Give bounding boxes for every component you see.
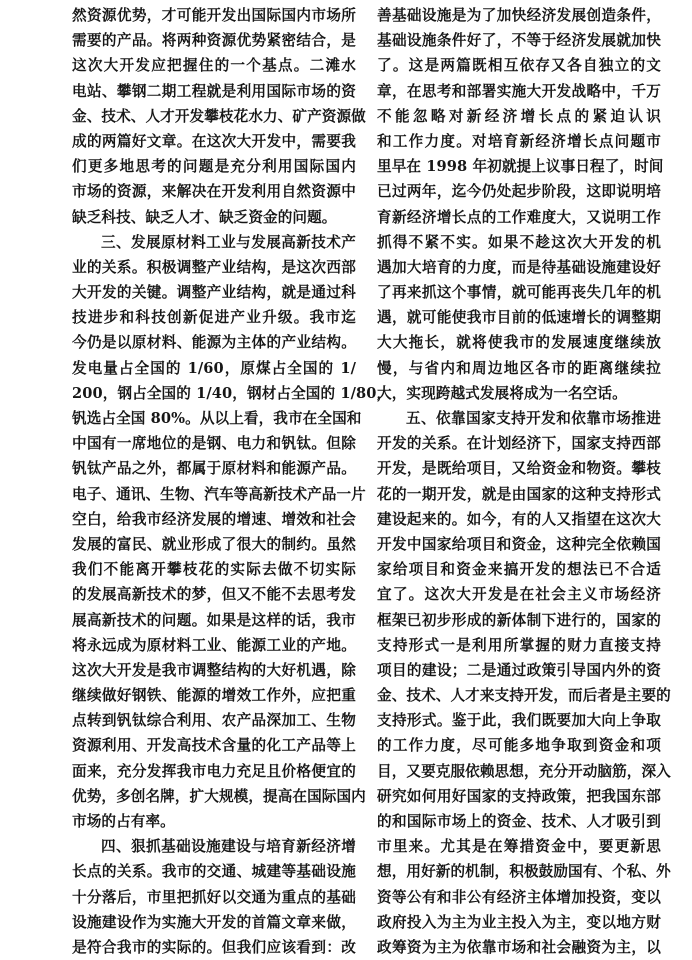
left-column-text-line: 成的两篇好文章。在这次大开发中，需要我 xyxy=(72,132,356,150)
left-column-text-line: 我们不能离开攀枝花的实际去做不切实际 xyxy=(72,561,356,579)
left-column-text-line: 三、发展原材料工业与发展高新技术产 xyxy=(101,233,356,251)
right-column-text-line: 育新经济增长点的工作难度大，又说明工作 xyxy=(377,208,661,226)
right-column-text-line: 的和国际市场上的资金、技术、人才吸引到 xyxy=(377,813,661,830)
left-column-text-line: 电站、攀钢二期工程就是利用国际市场的资 xyxy=(72,82,356,100)
left-column-text-line: 四、狠抓基础设施建设与培育新经济增 xyxy=(101,838,356,856)
right-column-text-line: 资等公有和非公有经济主体增加投资，变以 xyxy=(377,888,661,906)
left-column-text-line: 将永远成为原材料工业、能源工业的产地。 xyxy=(72,636,356,654)
left-column-text-line: 展高新技术的问题。如果是这样的话，我市 xyxy=(72,611,356,629)
right-column-text-line: 了。这是两篇既相互依存又各自独立的文 xyxy=(377,57,661,75)
right-column-text-line: 政筹资为主为依靠市场和社会融资为主，以 xyxy=(377,938,661,956)
left-column-text-line: 资源利用、开发高技术含量的化工产品等上 xyxy=(72,737,356,755)
right-column-text-line: 基础设施条件好了，不等于经济发展就加快 xyxy=(377,32,661,50)
left-column-text-line: 这次大开发是我市调整结构的大好机遇，除 xyxy=(72,661,356,679)
right-column-text-line: 大，实现跨越式发展将成为一名空话。 xyxy=(377,384,627,402)
right-column-text-line: 建设起来的。如今，有的人又指望在这次大 xyxy=(377,510,661,528)
left-column-text-line: 长点的关系。我市的交通、城建等基础设施 xyxy=(72,863,356,881)
right-column-text-line: 项目的建设；二是通过政策引导国内外的资 xyxy=(377,661,661,679)
right-column-text-line: 市里来。尤其是在筹措资金中，要更新思 xyxy=(377,838,661,856)
left-column-text-line: 中国有一席地位的是钢、电力和钒钛。但除 xyxy=(72,435,356,453)
right-column-text-line: 家给项目和资金来搞开发的想法已不合适 xyxy=(377,561,661,579)
right-column-text-line: 开发中国家给项目和资金，这种完全依赖国 xyxy=(377,535,661,553)
left-column-text-line: 市场的资源，来解决在开发利用自然资源中 xyxy=(72,183,356,201)
right-column-text-line: 遇，就可能使我市目前的低速增长的调整期 xyxy=(377,309,661,327)
left-column-text-line: 空白，给我市经济发展的增速、增效和社会 xyxy=(72,510,356,528)
right-column-text-line: 宜了。这次大开发是在社会主义市场经济 xyxy=(377,586,661,604)
right-text-column xyxy=(377,3,671,960)
left-column-text-line: 这次大开发应把握住的一个基点。二滩水 xyxy=(72,57,356,75)
left-column-text-line: 电子、通讯、生物、汽车等高新技术产品一片 xyxy=(72,485,366,503)
left-column-text-line: 技进步和科技创新促进产业升级。我市迄 xyxy=(72,309,356,327)
left-column-text-line: 设施建设作为实施大开发的首篇文章来做， xyxy=(72,913,356,931)
left-column-text-line: 缺乏科技、缺乏人才、缺乏资金的问题。 xyxy=(72,208,337,226)
right-column-text-line: 大大拖长，就将使我市的发展速度继续放 xyxy=(377,334,661,352)
left-column-text-line: 今仍是以原材料、能源为主体的产业结构。 xyxy=(72,334,356,352)
right-column-text-line: 花的一期开发，就是由国家的这种支持形式 xyxy=(377,485,661,503)
right-column-text-line: 里早在 1998 年初就提上议事日程了，时间 xyxy=(377,158,664,176)
left-column-text-line: 的发展高新技术的梦，但又不能不去思考发 xyxy=(72,586,356,604)
right-column-text-line: 开发，是既给项目，又给资金和物资。攀枝 xyxy=(377,460,661,478)
right-column-text-line: 研究如何用好国家的支持政策，把我国东部 xyxy=(377,787,661,805)
right-column-text-line: 慢，与省内和周边地区各市的距离继续拉 xyxy=(377,359,661,377)
right-column-text-line: 支持形式。鉴于此，我们既要加大向上争取 xyxy=(377,712,661,730)
right-column-text-line: 政府投入为主为业主投入为主，变以地方财 xyxy=(377,913,661,931)
left-column-text-line: 金、技术、人才开发攀枝花水力、矿产资源做 xyxy=(72,107,366,125)
right-column-text-line: 金、技术、人才来支持开发，而后者是主要的 xyxy=(377,687,671,705)
left-text-column xyxy=(72,3,392,960)
right-column-text-line: 了再来抓这个事情，就可能再丧失几年的机 xyxy=(377,284,661,302)
left-column-text-line: 面来，充分发挥我市电力充足且价格便宜的 xyxy=(72,762,356,780)
right-column-text-line: 五、依靠国家支持开发和依靠市场推进 xyxy=(406,410,661,427)
right-column-text-line: 的工作力度，尽可能多地争取到资金和项 xyxy=(377,737,661,755)
right-column-text-line: 目，又要克服依赖思想，充分开动脑筋，深入 xyxy=(377,762,671,780)
right-column-text-line: 已过两年，迄今仍处起步阶段，这即说明培 xyxy=(377,183,661,201)
right-column-text-line: 抓得不紧不实。如果不趁这次大开发的机 xyxy=(377,233,661,251)
left-column-text-line: 发展的富民、就业形成了很大的制约。虽然 xyxy=(72,535,356,553)
left-column-text-line: 优势，多创名牌，扩大规模，提高在国际国内 xyxy=(72,787,366,805)
right-column-text-line: 开发的关系。在计划经济下，国家支持西部 xyxy=(377,435,661,453)
right-column-text-line: 不能忽略对新经济增长点的紧迫认识 xyxy=(377,107,661,125)
right-column-text-line: 想，用好新的机制，积极鼓励国有、个私、外 xyxy=(377,863,671,881)
right-column-text-line: 遇加大培育的力度，而是待基础设施建设好 xyxy=(377,258,661,276)
left-column-text-line: 业的关系。积极调整产业结构，是这次西部 xyxy=(72,258,356,276)
left-column-text-line: 发电量占全国的 1/60，原煤占全国的 1/ xyxy=(72,359,356,377)
left-column-text-line: 继续做好钢铁、能源的增效工作外，应把重 xyxy=(72,687,356,705)
right-column-text-line: 善基础设施是为了加快经济发展创造条件， xyxy=(377,7,661,24)
right-column-text-line: 章，在思考和部署实施大开发战略中，千万 xyxy=(377,82,661,100)
left-column-text-line: 然资源优势，才可能开发出国际国内市场所 xyxy=(72,7,356,24)
left-column-text-line: 们更多地思考的问题是充分利用国际国内 xyxy=(72,158,356,176)
right-column-text-line: 框架已初步形成的新体制下进行的，国家的 xyxy=(377,611,661,629)
left-column-text-line: 大开发的关键。调整产业结构，就是通过科 xyxy=(72,284,356,302)
left-column-text-line: 钒选占全国 80%。从以上看，我市在全国和 xyxy=(72,410,362,427)
left-column-text-line: 需要的产品。将两种资源优势紧密结合，是 xyxy=(72,32,356,50)
left-column-text-line: 点转到钒钛综合利用、农产品深加工、生物 xyxy=(72,712,356,730)
left-column-text-line: 是符合我市的实际的。但我们应该看到：改 xyxy=(72,938,356,956)
left-column-text-line: 十分落后，市里把抓好以交通为重点的基础 xyxy=(72,888,356,906)
left-column-text-line: 市场的占有率。 xyxy=(72,813,175,830)
left-column-text-line: 200，钢占全国的 1/40，钢材占全国的 1/80， xyxy=(72,384,392,402)
right-column-text-line: 和工作力度。对培育新经济增长点问题市 xyxy=(377,132,661,150)
left-column-text-line: 钒钛产品之外，都属于原材料和能源产品。 xyxy=(72,460,356,478)
right-column-text-line: 支持形式一是利用所掌握的财力直接支持 xyxy=(377,636,661,654)
